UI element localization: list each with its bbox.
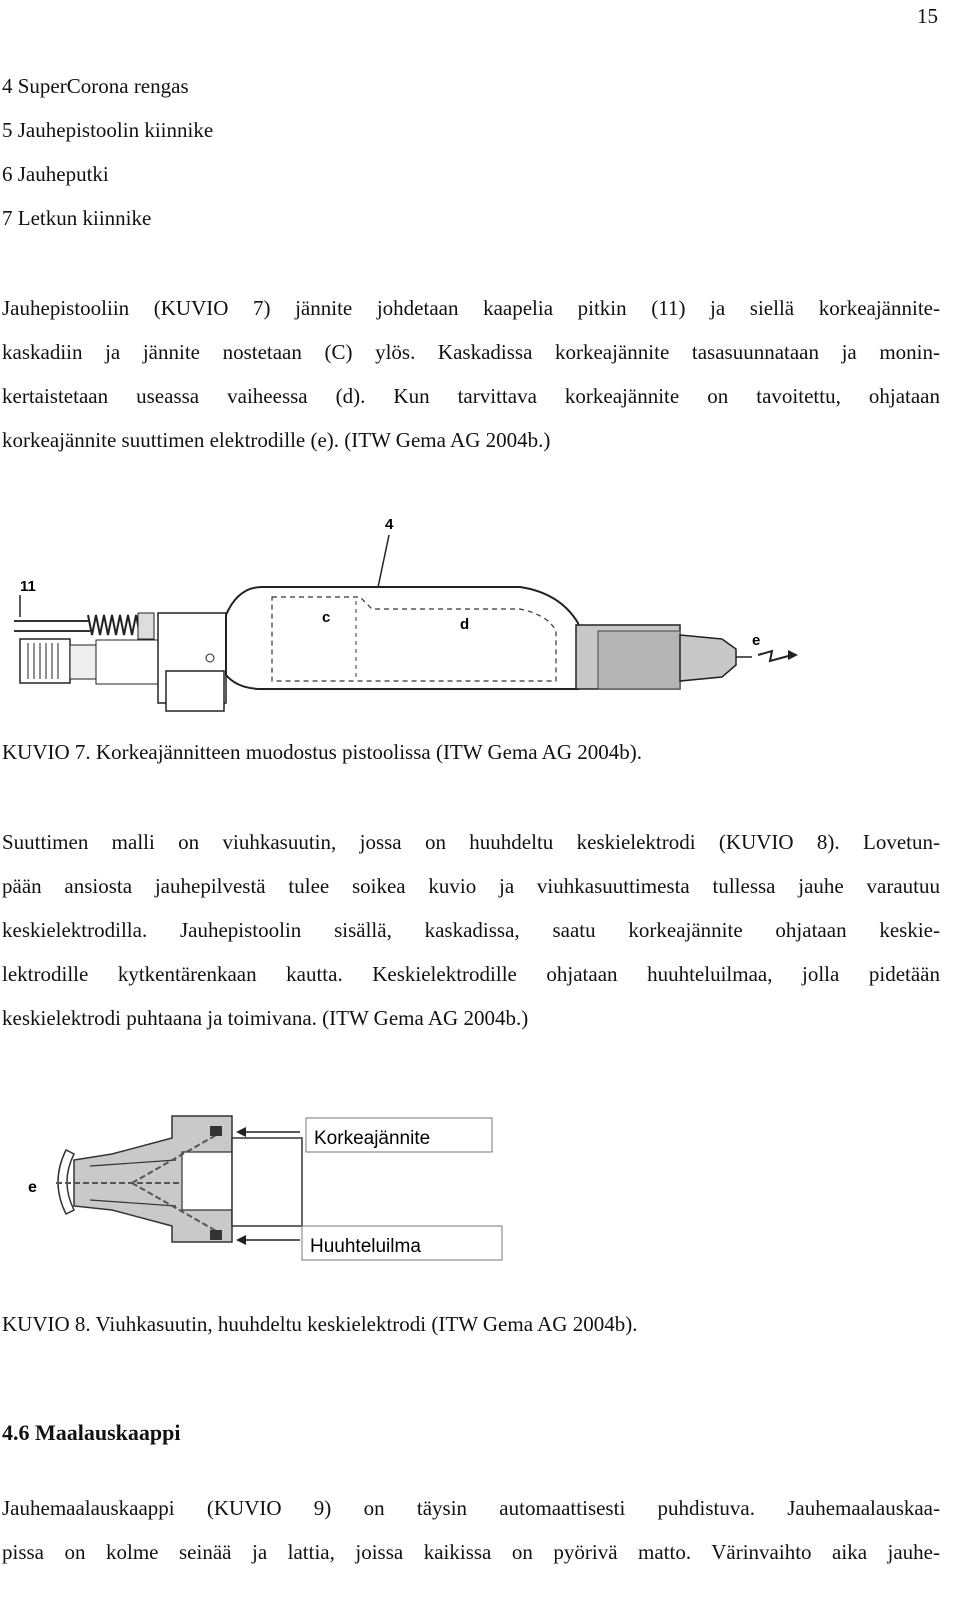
paragraph-line: pissa on kolme seinää ja lattia, joissa kaikissa on pyörivä matto. Värinvaihto aika jauhe- <box>2 1540 940 1564</box>
paragraph-line: lektrodille kytkentärenkaan kautta. Keskielektrodille ohjataan huuhteluilmaa, jolla pidetään <box>2 962 940 986</box>
paragraph-line: keskielektrodilla. Jauhepistoolin sisällä, kaskadissa, saatu korkeajännite ohjataan keskie- <box>2 918 940 942</box>
paragraph-line: kertaistetaan useassa vaiheessa (d). Kun tarvittava korkeajännite on tavoitettu, ohjataan <box>2 384 940 408</box>
figure-7-caption: KUVIO 7. Korkeajännitteen muodostus pistoolissa (ITW Gema AG 2004b). <box>2 740 643 764</box>
hose-clamp <box>138 613 154 639</box>
mount-bracket <box>166 671 224 711</box>
list-item: 4 SuperCorona rengas <box>2 74 189 98</box>
list-item: 5 Jauhepistoolin kiinnike <box>2 118 214 142</box>
paragraph-line: korkeajännite suuttimen elektrodille (e). (ITW Gema AG 2004b.) <box>2 428 551 452</box>
figure-8-nozzle-diagram <box>0 1110 520 1270</box>
paragraph-line: Suuttimen malli on viuhkasuutin, jossa on huuhdeltu keskielektrodi (KUVIO 8). Lovetun- <box>2 830 940 854</box>
arrow-head <box>236 1235 246 1245</box>
paragraph-2 <box>2 820 940 1040</box>
section-heading: 4.6 Maalauskaappi <box>2 1420 181 1445</box>
hose-tube <box>96 640 158 684</box>
paragraph-line: kaskadiin ja jännite nostetaan (C) ylös. Kaskadissa korkeajännite tasasuunnataan ja monin- <box>2 340 940 364</box>
paragraph-line: pään ansiosta jauhepilvestä tulee soikea kuvio ja viuhkasuuttimesta tullessa jauhe varautuu <box>2 874 940 898</box>
paragraph-1 <box>2 286 940 462</box>
contact-upper <box>210 1126 222 1136</box>
inner-chamber <box>182 1152 232 1210</box>
page-number: 15 <box>917 4 938 28</box>
label-4: 4 <box>385 516 394 533</box>
spark-arrow-head <box>788 650 798 660</box>
label-rinse-air: Huuhteluilma <box>310 1236 421 1257</box>
nozzle-tip <box>680 635 736 681</box>
label-e: e <box>28 1179 37 1196</box>
label-11: 11 <box>20 578 36 595</box>
figure-7-spray-gun-diagram <box>0 505 820 720</box>
gun-body <box>226 587 578 689</box>
contact-lower <box>210 1230 222 1240</box>
paragraph-line: Jauhepistooliin (KUVIO 7) jännite johdetaan kaapelia pitkin (11) ja siellä korkeajännite- <box>2 296 940 320</box>
list-item: 6 Jauheputki <box>2 162 109 186</box>
label-c: c <box>322 609 331 626</box>
paragraph-3 <box>2 1486 940 1574</box>
figure-8-caption: KUVIO 8. Viuhkasuutin, huuhdeltu keskielektrodi (ITW Gema AG 2004b). <box>2 1312 638 1336</box>
nozzle-body <box>232 1138 302 1226</box>
spring <box>88 615 140 635</box>
paragraph-line: keskielektrodi puhtaana ja toimivana. (ITW Gema AG 2004b.) <box>2 1006 529 1030</box>
arrow-head <box>236 1127 246 1137</box>
coupling-ring <box>598 631 680 689</box>
hose-fitting <box>70 645 96 679</box>
label-e: e <box>752 632 761 649</box>
label-high-voltage: Korkeajännite <box>314 1128 431 1149</box>
spark-arrow <box>758 651 792 661</box>
label-d: d <box>460 616 470 633</box>
paragraph-line: Jauhemaalauskaappi (KUVIO 9) on täysin automaattisesti puhdistuva. Jauhemaalauskaa- <box>2 1496 940 1520</box>
list-item: 7 Letkun kiinnike <box>2 206 152 230</box>
